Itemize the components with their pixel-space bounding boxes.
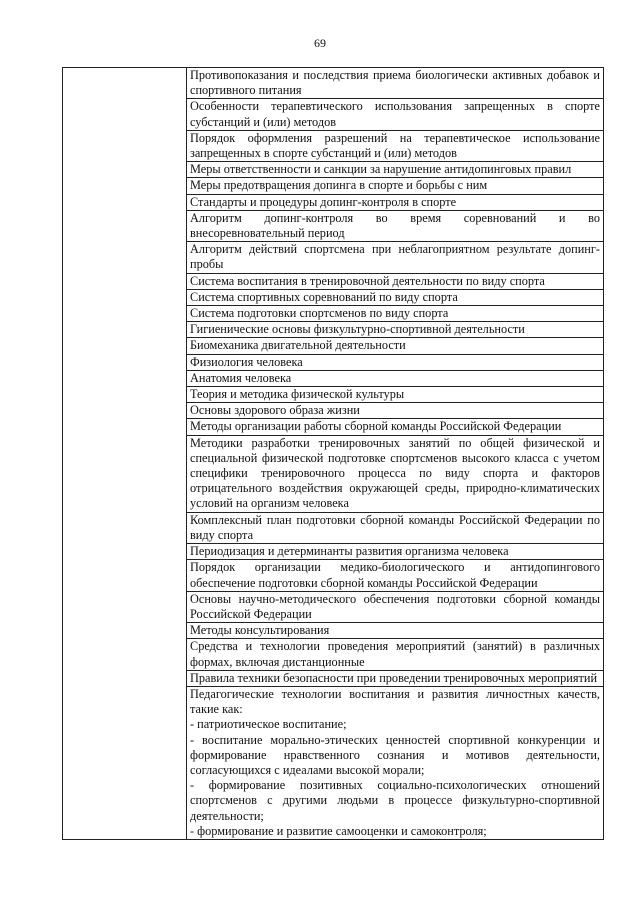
list-item: - формирование позитивных социально-психологических отношений спортсменов с другими людьми в процессе физкультурно-спортивной деятельности;: [190, 778, 600, 823]
page-number: 69: [314, 36, 326, 50]
knowledge-item: Особенности терапевтического использования запрещенных в спорте субстанций и (или) методов: [187, 99, 604, 130]
knowledge-item: Физиология человека: [187, 354, 604, 370]
knowledge-item: Меры предотвращения допинга в спорте и борьбы с ним: [187, 178, 604, 194]
knowledge-item: Порядок организации медико-биологического и антидопингового обеспечение подготовки сборной команды Российской Федерации: [187, 560, 604, 591]
knowledge-item: Система воспитания в тренировочной деятельности по виду спорта: [187, 273, 604, 289]
knowledge-item: Методы организации работы сборной команды Российской Федерации: [187, 419, 604, 435]
knowledge-item: Основы здорового образа жизни: [187, 403, 604, 419]
list-item: - формирование и развитие самооценки и самоконтроля;: [190, 823, 487, 838]
knowledge-item: Методики разработки тренировочных занятий по общей физической и специальной физической подготовке спортсменов высокого класса с учетом специфики тренировочного процесса по виду спорта и факторов отрицательного воздействия окружающей среды, природно-климатических условий на организм человека: [187, 435, 604, 512]
knowledge-item: Теория и методика физической культуры: [187, 387, 604, 403]
knowledge-item: Система спортивных соревнований по виду спорта: [187, 289, 604, 305]
pedagogical-technologies-intro: Педагогические технологии воспитания и развития личностных качеств, такие как:: [190, 686, 600, 717]
knowledge-item: Правила техники безопасности при проведении тренировочных мероприятий: [187, 670, 604, 686]
knowledge-item: Система подготовки спортсменов по виду спорта: [187, 306, 604, 322]
knowledge-item: Основы научно-методического обеспечения подготовки сборной команды Российской Федерации: [187, 591, 604, 622]
table-row: [63, 68, 604, 99]
requirements-table: [62, 67, 604, 840]
knowledge-item: Средства и технологии проведения мероприятий (занятий) в различных формах, включая дистанционные: [187, 639, 604, 670]
knowledge-item: Анатомия человека: [187, 370, 604, 386]
knowledge-item: Противопоказания и последствия приема биологически активных добавок и спортивного питания: [187, 68, 604, 99]
list-item: - воспитание морально-этических ценностей спортивной конкуренции и формирование нравственного сознания и мотивов деятельности, согласующихся с идеалами высокой морали;: [190, 732, 600, 777]
left-column-cell: [63, 68, 187, 840]
knowledge-item: Методы консультирования: [187, 623, 604, 639]
list-item: - патриотическое воспитание;: [190, 717, 347, 732]
knowledge-item: Меры ответственности и санкции за нарушение антидопинговых правил: [187, 162, 604, 178]
knowledge-item: Стандарты и процедуры допинг-контроля в спорте: [187, 194, 604, 210]
knowledge-item: Биомеханика двигательной деятельности: [187, 338, 604, 354]
knowledge-item: Гигиенические основы физкультурно-спортивной деятельности: [187, 322, 604, 338]
knowledge-item: Порядок оформления разрешений на терапевтическое использование запрещенных в спорте субстанций и (или) методов: [187, 130, 604, 161]
knowledge-item: Периодизация и детерминанты развития организма человека: [187, 544, 604, 560]
knowledge-item: Алгоритм действий спортсмена при неблагоприятном результате допинг-пробы: [187, 242, 604, 273]
knowledge-item: Алгоритм допинг-контроля во время соревнований и во внесоревновательный период: [187, 210, 604, 241]
knowledge-item: Комплексный план подготовки сборной команды Российской Федерации по виду спорта: [187, 512, 604, 543]
pedagogical-technologies-cell: [187, 686, 604, 839]
